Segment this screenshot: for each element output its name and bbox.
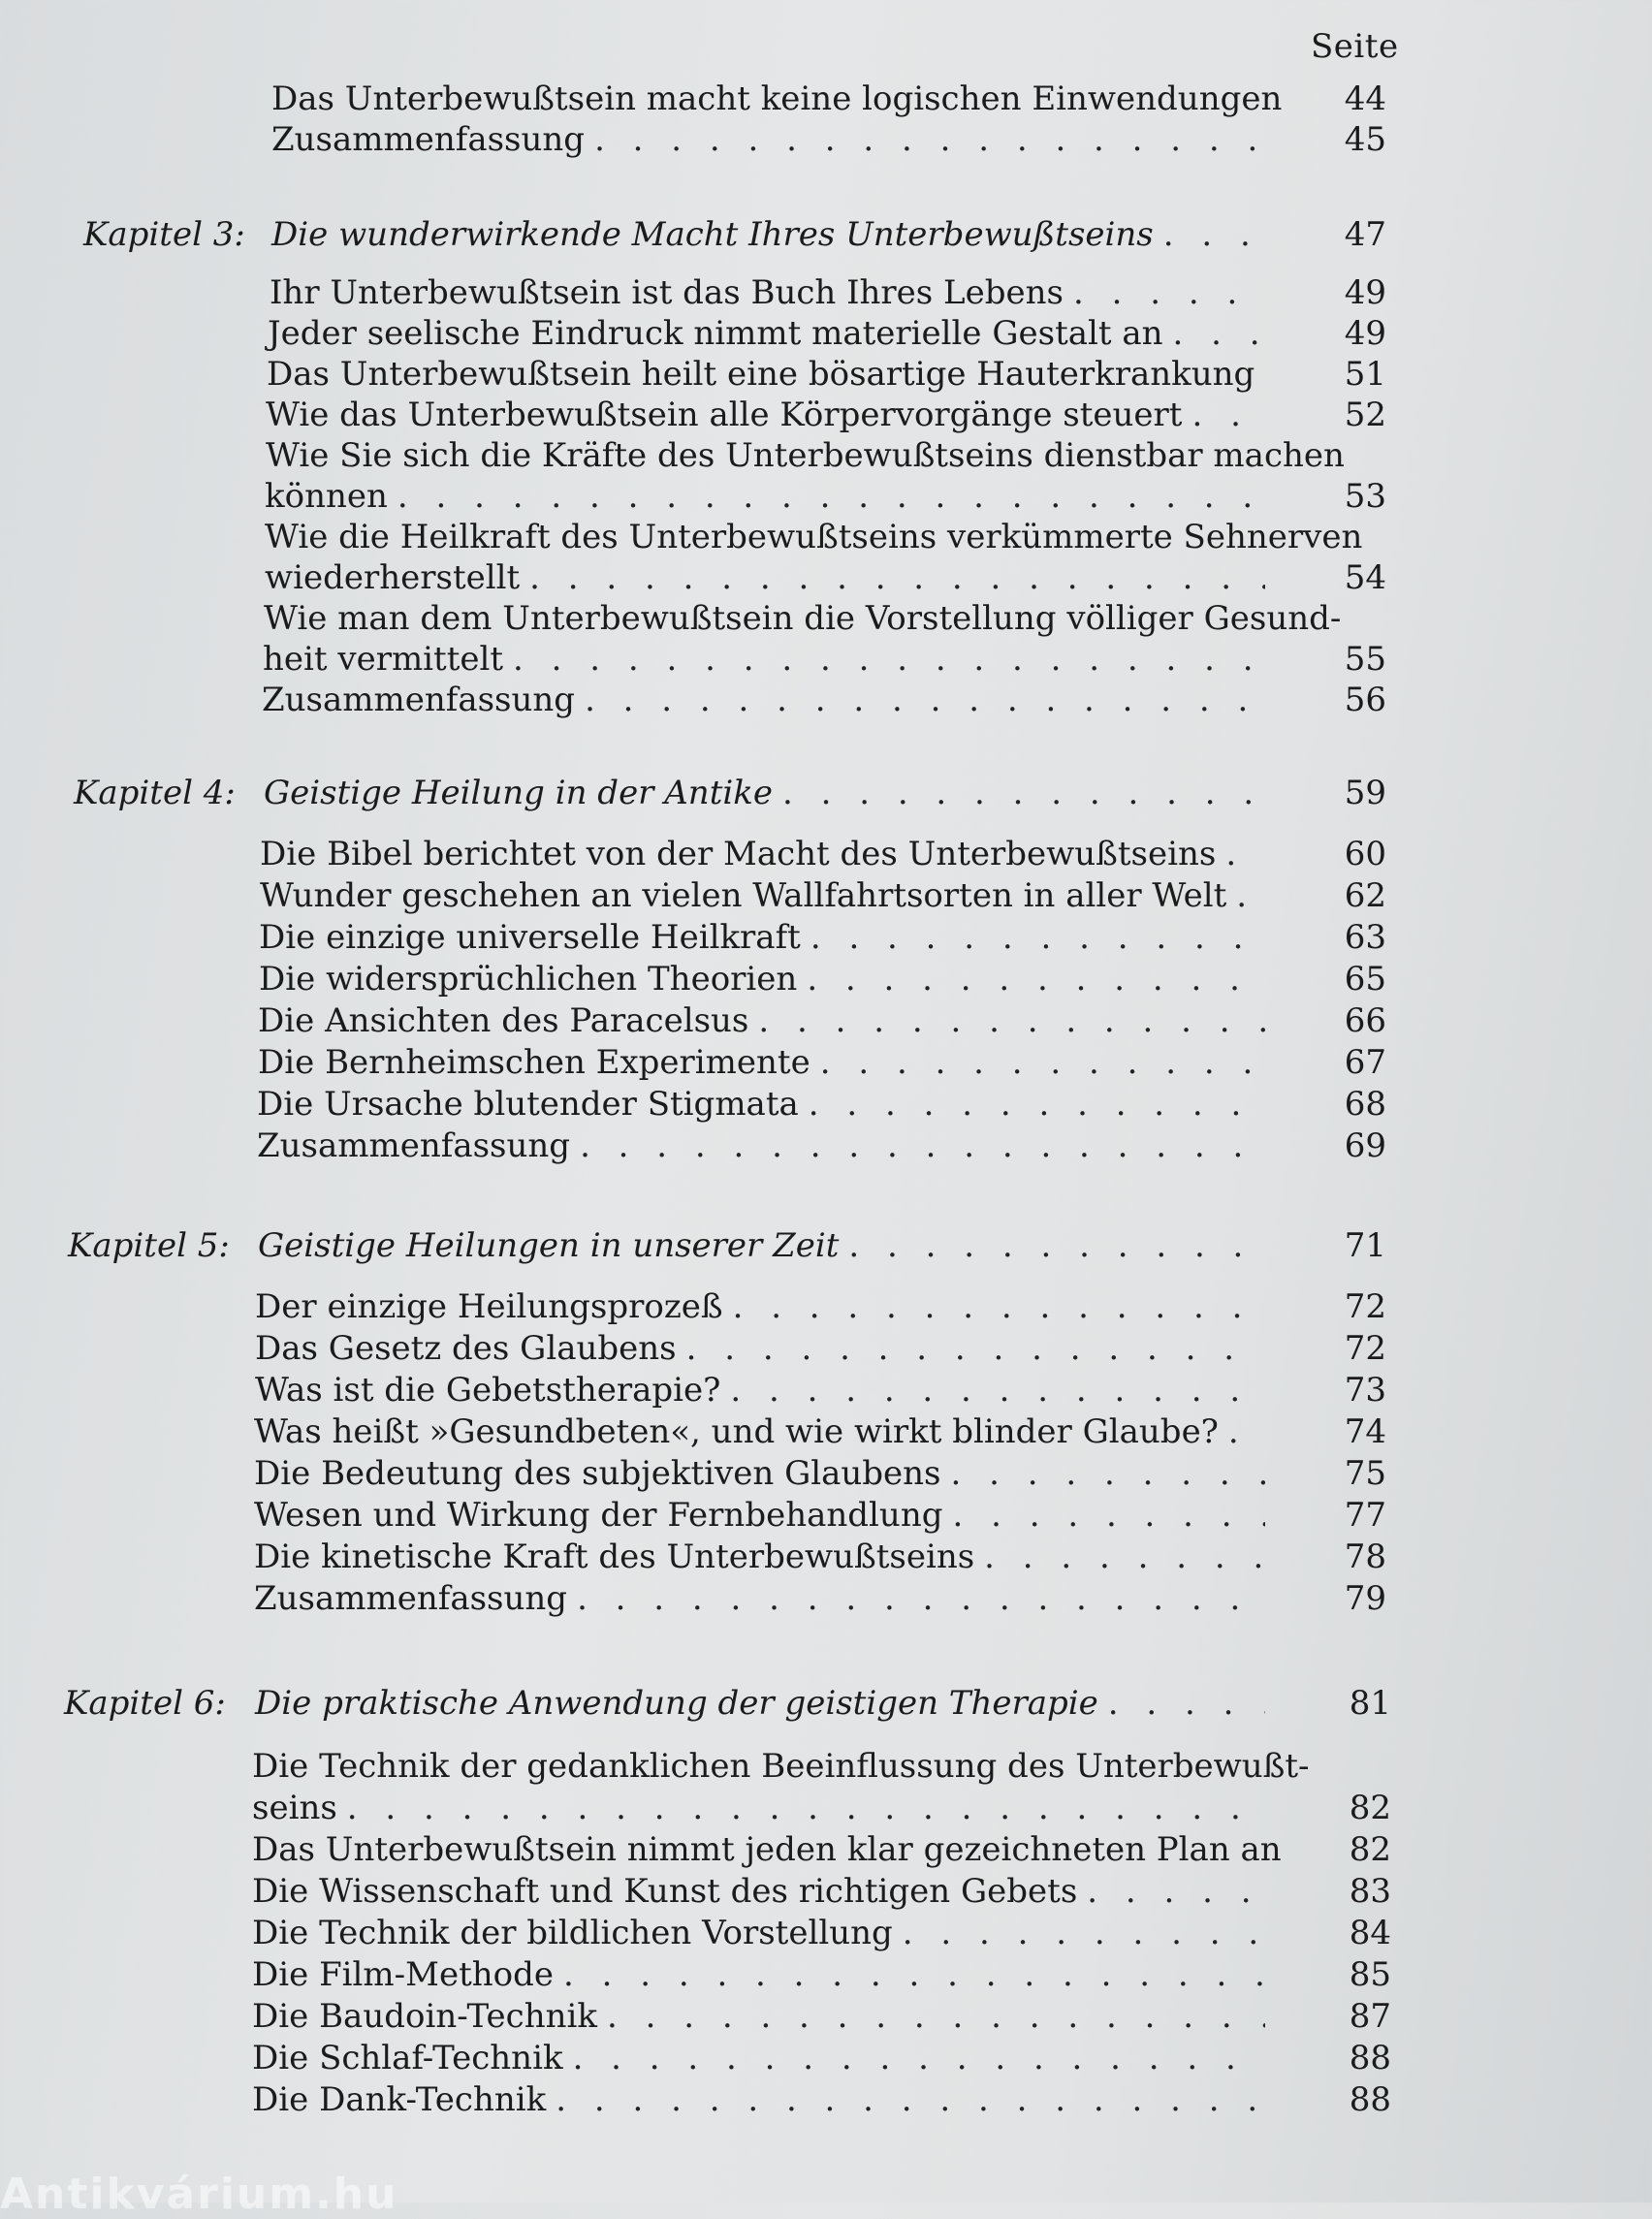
toc-entry-label: Die Ursache blutender Stigmata: [257, 1085, 799, 1124]
dot-leader: [585, 680, 1265, 720]
toc-entry-first-line: Wie Sie sich die Kräfte des Unterbewußtseins dienstbar machen: [266, 436, 1345, 475]
dot-leader: [607, 1996, 1265, 2037]
dot-leader: [984, 1537, 1265, 1577]
toc-entry-page: 82: [1349, 1789, 1391, 1827]
dot-leader: [1225, 834, 1265, 874]
toc-entry-label: Die Bernheimschen Experimente: [258, 1043, 810, 1082]
toc-entry-page: 72: [1344, 1287, 1386, 1326]
toc-entry-page: 49: [1344, 314, 1386, 353]
toc-entry: [255, 1370, 1265, 1411]
toc-entry-label: wiederherstellt: [265, 558, 521, 597]
watermark: Antikvárium.hu: [0, 2170, 398, 2219]
toc-entry-page: 52: [1344, 396, 1386, 434]
toc-entry-page: 67: [1344, 1043, 1386, 1082]
toc-entry-page: 62: [1344, 876, 1386, 915]
toc-entry-label: heit vermittelt: [263, 640, 504, 679]
toc-entry-page: 72: [1344, 1329, 1386, 1368]
toc-entry: [265, 476, 1265, 517]
page-header-seite: Seite: [1311, 27, 1399, 66]
toc-entry-page: 69: [1344, 1126, 1386, 1165]
dot-leader: [820, 1042, 1265, 1083]
dot-leader: [758, 1000, 1265, 1041]
toc-entry-label: Was ist die Gebetstherapie?: [255, 1371, 721, 1410]
dot-leader: [733, 1286, 1265, 1327]
toc-entry-page: 77: [1344, 1496, 1386, 1535]
toc-entry-label: können: [265, 477, 388, 516]
dot-leader: [397, 476, 1265, 517]
dot-leader: [686, 1328, 1265, 1369]
toc-entry-page: 55: [1344, 640, 1386, 679]
toc-entry-label: seins: [252, 1789, 337, 1827]
toc-entry-page: 82: [1349, 1830, 1391, 1869]
toc-entry: [252, 1788, 1265, 1828]
toc-entry-label: Die Baudoin-Technik: [252, 1997, 597, 2036]
toc-entry-page: 63: [1344, 918, 1386, 957]
toc-entry-page: 85: [1349, 1955, 1391, 1994]
toc-entry-page: 56: [1344, 681, 1386, 719]
toc-entry-label: Das Gesetz des Glaubens: [255, 1329, 677, 1368]
toc-entry-page: 45: [1344, 120, 1386, 159]
chapter-title: [258, 1225, 1265, 1266]
dot-leader: [1073, 272, 1265, 313]
chapter-label: Kapitel 6:: [64, 1684, 226, 1723]
chapter-title: [271, 214, 1265, 255]
dot-leader: [563, 1954, 1265, 1995]
dot-leader: [903, 1913, 1265, 1953]
toc-entry-label: Ihr Unterbewußtsein ist das Buch Ihres Lebens: [270, 273, 1064, 312]
toc-entry: [260, 834, 1265, 874]
toc-entry: [257, 1125, 1265, 1166]
toc-entry-label: Das Unterbewußtsein heilt eine bösartige Hauterkrankung: [267, 355, 1255, 394]
toc-entry: [271, 119, 1265, 160]
dot-leader: [556, 2079, 1265, 2120]
dot-leader: [730, 1370, 1265, 1411]
toc-entry: [252, 1913, 1265, 1953]
toc-entry: [252, 1829, 1282, 1870]
chapter-title: [264, 773, 1265, 813]
toc-entry-page: 44: [1344, 79, 1386, 118]
toc-entry-page: 65: [1344, 960, 1386, 999]
dot-leader: [848, 1225, 1265, 1266]
toc-entry: [252, 1996, 1265, 2037]
toc-entry: [252, 2038, 1265, 2078]
toc-entry: [259, 917, 1265, 958]
toc-entry-page: 84: [1349, 1914, 1391, 1952]
toc-entry-label: Wesen und Wirkung der Fernbehandlung: [254, 1496, 943, 1535]
toc-entry-label: Die Bedeutung des subjektiven Glaubens: [254, 1454, 941, 1493]
toc-entry-page: 87: [1349, 1997, 1391, 2036]
toc-entry-page: 68: [1344, 1085, 1386, 1124]
dot-leader: [1108, 1683, 1265, 1724]
toc-entry-page: 75: [1344, 1454, 1386, 1493]
toc-entry-label: Die Bibel berichtet von der Macht des Unterbewußtseins: [260, 835, 1217, 873]
toc-entry: [266, 395, 1265, 435]
toc-entry-label: Die Wissenschaft und Kunst des richtigen Gebets: [252, 1872, 1078, 1911]
dot-leader: [807, 959, 1265, 999]
toc-entry-label: Der einzige Heilungsprozeß: [255, 1287, 723, 1326]
chapter-label: Kapitel 3:: [83, 215, 245, 254]
dot-leader: [529, 557, 1265, 598]
toc-entry: [254, 1578, 1265, 1619]
toc-entry-label: Die Ansichten des Paracelsus: [258, 1001, 749, 1040]
toc-entry: [262, 680, 1265, 720]
toc-entry-label: Wunder geschehen an vielen Wallfahrtsorten in aller Welt: [260, 876, 1227, 915]
toc-entry: [258, 1042, 1265, 1083]
toc-entry-label: Das Unterbewußtsein nimmt jeden klar gezeichneten Plan an: [252, 1830, 1282, 1869]
dot-leader: [810, 917, 1265, 958]
toc-entry: [270, 272, 1265, 313]
toc-entry-page: 88: [1349, 2039, 1391, 2077]
toc-entry: [259, 959, 1265, 999]
toc-entry-label: Die Technik der bildlichen Vorstellung: [252, 1914, 893, 1952]
dot-leader: [580, 1125, 1265, 1166]
toc-entry-label: Die widersprüchlichen Theorien: [259, 960, 798, 999]
toc-entry: [265, 557, 1265, 598]
chapter-label: Kapitel 5:: [68, 1226, 230, 1265]
toc-entry-page: 74: [1344, 1412, 1386, 1451]
toc-entry-page: 83: [1349, 1872, 1391, 1911]
toc-entry-label: Zusammenfassung: [262, 681, 576, 719]
toc-entry: [254, 1411, 1265, 1452]
toc-entry-page: 54: [1344, 558, 1386, 597]
toc-entry-page: 60: [1344, 835, 1386, 873]
dot-leader: [1264, 354, 1265, 395]
dot-leader: [573, 2038, 1265, 2078]
chapter-page: 59: [1344, 774, 1386, 812]
toc-entry: [255, 1286, 1265, 1327]
dot-leader: [1163, 214, 1265, 255]
dot-leader: [952, 1495, 1265, 1536]
toc-entry-first-line: Wie die Heilkraft des Unterbewußtseins verkümmerte Sehnerven: [265, 518, 1363, 556]
toc-entry-page: 53: [1344, 477, 1386, 516]
toc-entry: [252, 1954, 1265, 1995]
toc-entry-label: Wie das Unterbewußtsein alle Körpervorgänge steuert: [266, 396, 1183, 434]
dot-leader: [577, 1578, 1265, 1619]
toc-entry-label: Zusammenfassung: [254, 1579, 568, 1618]
toc-entry-label: Jeder seelische Eindruck nimmt materielle Gestalt an: [268, 314, 1163, 353]
toc-entry: [254, 1453, 1265, 1494]
toc-entry: [254, 1495, 1265, 1536]
toc-entry: [254, 1537, 1265, 1577]
dot-leader: [513, 639, 1265, 680]
toc-entry-page: 66: [1344, 1001, 1386, 1040]
toc-entry: [257, 1084, 1265, 1125]
toc-entry-label: Zusammenfassung: [257, 1126, 571, 1165]
toc-entry: [263, 639, 1265, 680]
toc-entry-page: 78: [1344, 1537, 1386, 1576]
dot-leader: [1173, 313, 1265, 354]
dot-leader: [1228, 1411, 1265, 1452]
toc-entry: [252, 1871, 1265, 1912]
toc-entry-label: Das Unterbewußtsein macht keine logischen Einwendungen: [271, 79, 1283, 118]
chapter-title-text: Geistige Heilungen in unserer Zeit: [258, 1226, 840, 1265]
dot-leader: [1236, 875, 1265, 916]
chapter-page: 81: [1349, 1684, 1391, 1723]
toc-entry: [268, 313, 1265, 354]
toc-entry-page: 49: [1344, 273, 1386, 312]
chapter-label: Kapitel 4:: [74, 774, 236, 812]
toc-entry: [267, 354, 1265, 395]
toc-entry-label: Was heißt »Gesundbeten«, und wie wirkt blinder Glaube?: [254, 1412, 1219, 1451]
dot-leader: [347, 1788, 1265, 1828]
dot-leader: [594, 119, 1265, 160]
dot-leader: [951, 1453, 1265, 1494]
toc-entry-label: Zusammenfassung: [271, 120, 586, 159]
toc-entry: [255, 1328, 1265, 1369]
toc-entry-label: Die Film-Methode: [252, 1955, 554, 1994]
dot-leader: [782, 773, 1265, 813]
toc-entry-first-line: Wie man dem Unterbewußtsein die Vorstellung völliger Gesund-: [264, 599, 1342, 638]
toc-entry-label: Die kinetische Kraft des Unterbewußtseins: [254, 1537, 975, 1576]
dot-leader: [1087, 1871, 1265, 1912]
toc-entry-label: Die Dank-Technik: [252, 2080, 547, 2119]
chapter-title-text: Die praktische Anwendung der geistigen Therapie: [255, 1684, 1098, 1723]
toc-entry: [258, 1000, 1265, 1041]
toc-entry: [252, 2079, 1265, 2120]
toc-entry-page: 73: [1344, 1371, 1386, 1410]
dot-leader: [1191, 395, 1265, 435]
chapter-page: 71: [1344, 1226, 1386, 1265]
toc-entry: [260, 875, 1265, 916]
toc-entry-page: 88: [1349, 2080, 1391, 2119]
toc-entry-label: Die Schlaf-Technik: [252, 2039, 563, 2077]
toc-entry-page: 79: [1344, 1579, 1386, 1618]
toc-entry-first-line: Die Technik der gedanklichen Beeinflussung des Unterbewußt-: [252, 1747, 1310, 1786]
chapter-page: 47: [1344, 215, 1386, 254]
chapter-title-text: Die wunderwirkende Macht Ihres Unterbewußtseins: [271, 215, 1154, 254]
toc-entry-page: 51: [1344, 355, 1386, 394]
toc-entry-label: Die einzige universelle Heilkraft: [259, 918, 801, 957]
dot-leader: [809, 1084, 1265, 1125]
toc-entry: [271, 79, 1283, 119]
chapter-title-text: Geistige Heilung in der Antike: [264, 774, 773, 812]
chapter-title: [255, 1683, 1265, 1724]
